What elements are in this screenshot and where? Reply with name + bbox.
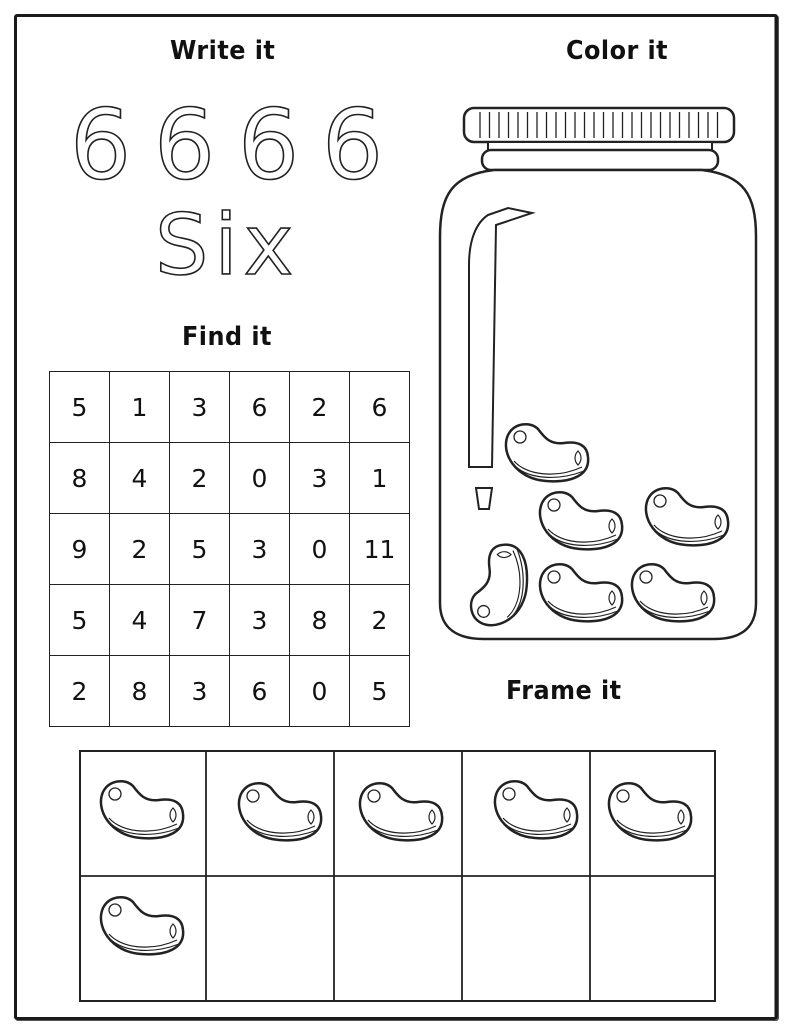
color-it-heading: Color it [566,36,669,66]
grid-cell[interactable]: 3 [170,372,230,443]
grid-cell[interactable]: 3 [170,656,230,727]
grid-cell[interactable]: 3 [230,514,290,585]
grid-cell[interactable]: 3 [290,443,350,514]
grid-cell[interactable]: 8 [110,656,170,727]
grid-cell[interactable]: 2 [110,514,170,585]
grid-cell[interactable]: 7 [170,585,230,656]
ten-frame [79,750,716,1002]
grid-cell[interactable]: 8 [290,585,350,656]
grid-row [50,585,410,656]
grid-cell[interactable]: 2 [290,372,350,443]
trace-digit[interactable]: 6 [322,89,384,201]
grid-cell[interactable]: 3 [230,585,290,656]
grid-cell[interactable]: 4 [110,443,170,514]
grid-cell[interactable]: 6 [230,656,290,727]
grid-cell[interactable]: 11 [350,514,410,585]
jar-neck [482,150,718,170]
grid-cell[interactable]: 9 [50,514,110,585]
grid-cell[interactable]: 0 [230,443,290,514]
grid-cell[interactable]: 8 [50,443,110,514]
ten-frame-grid [79,750,716,1002]
grid-cell[interactable]: 6 [350,372,410,443]
grid-cell[interactable]: 2 [170,443,230,514]
grid-row [50,443,410,514]
grid-cell[interactable]: 1 [350,443,410,514]
grid-cell[interactable]: 0 [290,514,350,585]
jar-lid [464,108,734,142]
find-it-heading: Find it [182,322,272,352]
find-number-grid [49,371,410,727]
grid-cell[interactable]: 0 [290,656,350,727]
write-it-heading: Write it [170,36,276,66]
jar-icon[interactable] [436,105,760,645]
grid-cell[interactable]: 5 [170,514,230,585]
trace-word[interactable]: Six [155,196,300,294]
jar-shine-small [476,488,492,509]
frame-it-heading: Frame it [506,676,622,706]
grid-cell[interactable]: 6 [230,372,290,443]
trace-digit[interactable]: 6 [154,89,216,201]
trace-digits [62,89,384,201]
grid-cell[interactable]: 1 [110,372,170,443]
trace-digit[interactable]: 6 [70,89,132,201]
grid-cell[interactable]: 4 [110,585,170,656]
grid-row [50,372,410,443]
grid-cell[interactable]: 2 [50,656,110,727]
grid-cell[interactable]: 5 [50,372,110,443]
trace-digit[interactable]: 6 [238,89,300,201]
grid-row [50,514,410,585]
grid-cell[interactable]: 5 [50,585,110,656]
grid-cell[interactable]: 5 [350,656,410,727]
grid-row [50,656,410,727]
grid-cell[interactable]: 2 [350,585,410,656]
